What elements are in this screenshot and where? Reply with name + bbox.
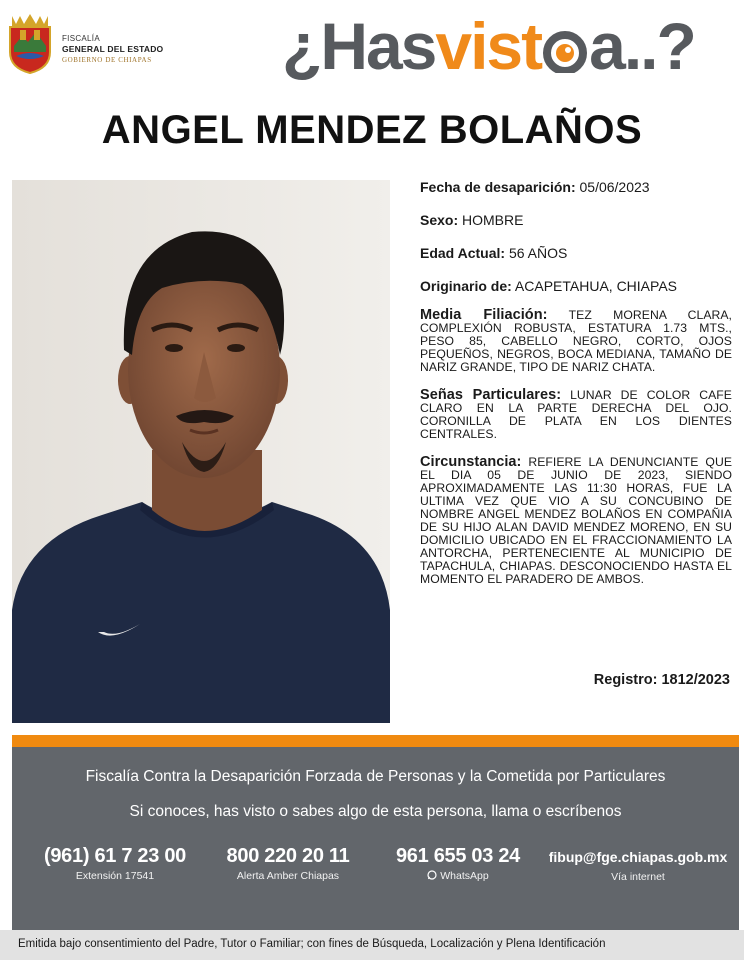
consent-text: Emitida bajo consentimiento del Padre, Tutor o Familiar; con fines de Búsqueda, Localización y Plena Identificación [18, 938, 606, 950]
email-label: Vía internet [611, 871, 665, 883]
missing-person-name: ANGEL MENDEZ BOLAÑOS [101, 108, 643, 152]
phone-2-number: 800 220 20 11 [226, 845, 350, 867]
contact-whatsapp [388, 845, 528, 882]
edad-row [420, 244, 732, 262]
consent-footnote [0, 930, 744, 960]
contact-footer [12, 747, 739, 932]
agency-line1: FISCALÍA [62, 34, 100, 43]
header [0, 0, 744, 92]
whatsapp-label-row [388, 870, 528, 882]
agency-line2: GENERAL DEL ESTADO [62, 43, 164, 54]
senas-paragraph [420, 389, 732, 441]
whatsapp-label: WhatsApp [440, 870, 489, 882]
sexo-row [420, 211, 732, 229]
email-address: fibup@fge.chiapas.gob.mx [548, 849, 728, 865]
phone-1-number: (961) 61 7 23 00 [44, 845, 186, 867]
circunstancia-paragraph [420, 456, 732, 586]
sexo-label: Sexo: [420, 212, 459, 228]
whatsapp-number: 961 655 03 24 [395, 845, 520, 867]
fecha-label: Fecha de desaparición: [420, 179, 576, 195]
registro-number: Registro: 1812/2023 [593, 672, 730, 688]
phone-2-label: Alerta Amber Chiapas [236, 870, 340, 882]
chiapas-seal-icon [6, 12, 54, 74]
phone-1-extension: Extensión 17541 [75, 870, 155, 882]
brand-part1: ¿Has [282, 9, 436, 83]
originario-value: ACAPETAHUA, CHIAPAS [514, 278, 677, 294]
agency-name [62, 34, 163, 64]
brand-part3: a..? [589, 9, 695, 83]
fecha-row [420, 178, 732, 196]
person-details [420, 178, 732, 601]
contact-phone-2 [218, 845, 358, 882]
edad-value: 56 AÑOS [508, 245, 568, 261]
circunstancia-label: Circunstancia: [420, 454, 522, 470]
contact-email [548, 845, 728, 883]
agency-line3: GOBIERNO DE CHIAPAS [62, 55, 152, 64]
originario-label: Originario de: [420, 278, 512, 294]
contact-phone-1 [40, 845, 190, 882]
sexo-value: HOMBRE [462, 212, 524, 228]
filiacion-paragraph [420, 309, 732, 374]
originario-row [420, 277, 732, 295]
orange-divider [12, 735, 739, 747]
filiacion-value: TEZ MORENA CLARA, COMPLEXIÓN ROBUSTA, ESTATURA 1.73 MTS., PESO 85, CABELLO NEGRO, CORTO, OJOS PEQUEÑOS, NEGROS, BOCA MEDIANA, TAMAÑO DE NARIZ GRANDE, TIPO DE NARIZ CHATA. [420, 308, 732, 374]
footer-agency: Fiscalía Contra la Desaparición Forzada de Personas y la Cometida por Particulares [85, 768, 666, 785]
circunstancia-value: REFIERE LA DENUNCIANTE QUE EL DIA 05 DE JUNIO DE 2023, SIENDO APROXIMADAMENTE LAS 11:30 HORAS, FUE LA ULTIMA VEZ QUE VIO A SU CONCUBINO DE NOMBRE ANGEL MENDEZ BOLAÑOS EN COMPAÑIA DE SU HIJO ALAN DAVID MENDEZ MORENO, EN SU DOMICILIO UBICADO EN EL FRACCIONAMIENTO LA ANTORCHA, PERTENECIENTE AL MUNICIPIO DE TAPACHULA, CHIAPAS. DESCONOCIENDO HASTA EL MOMENTO EL PARADERO DE AMBOS. [420, 455, 732, 586]
campaign-logo [282, 6, 695, 86]
senas-value: LUNAR DE COLOR CAFE CLARO EN LA PARTE DERECHA DEL OJO. CORONILLA DE PLATA EN LOS DIENTES CENTRALES. [420, 388, 732, 441]
senas-label: Señas Particulares: [420, 387, 562, 403]
footer-call-to-action: Si conoces, has visto o sabes algo de esta persona, llama o escríbenos [129, 803, 622, 820]
filiacion-label: Media Filiación: [420, 307, 548, 323]
edad-label: Edad Actual: [420, 245, 506, 261]
person-photo-illustration [12, 180, 390, 723]
whatsapp-icon [427, 870, 437, 880]
fecha-value: 05/06/2023 [579, 179, 650, 195]
eye-icon [539, 29, 591, 73]
person-photo [12, 180, 390, 723]
brand-part2: vist [435, 9, 542, 83]
